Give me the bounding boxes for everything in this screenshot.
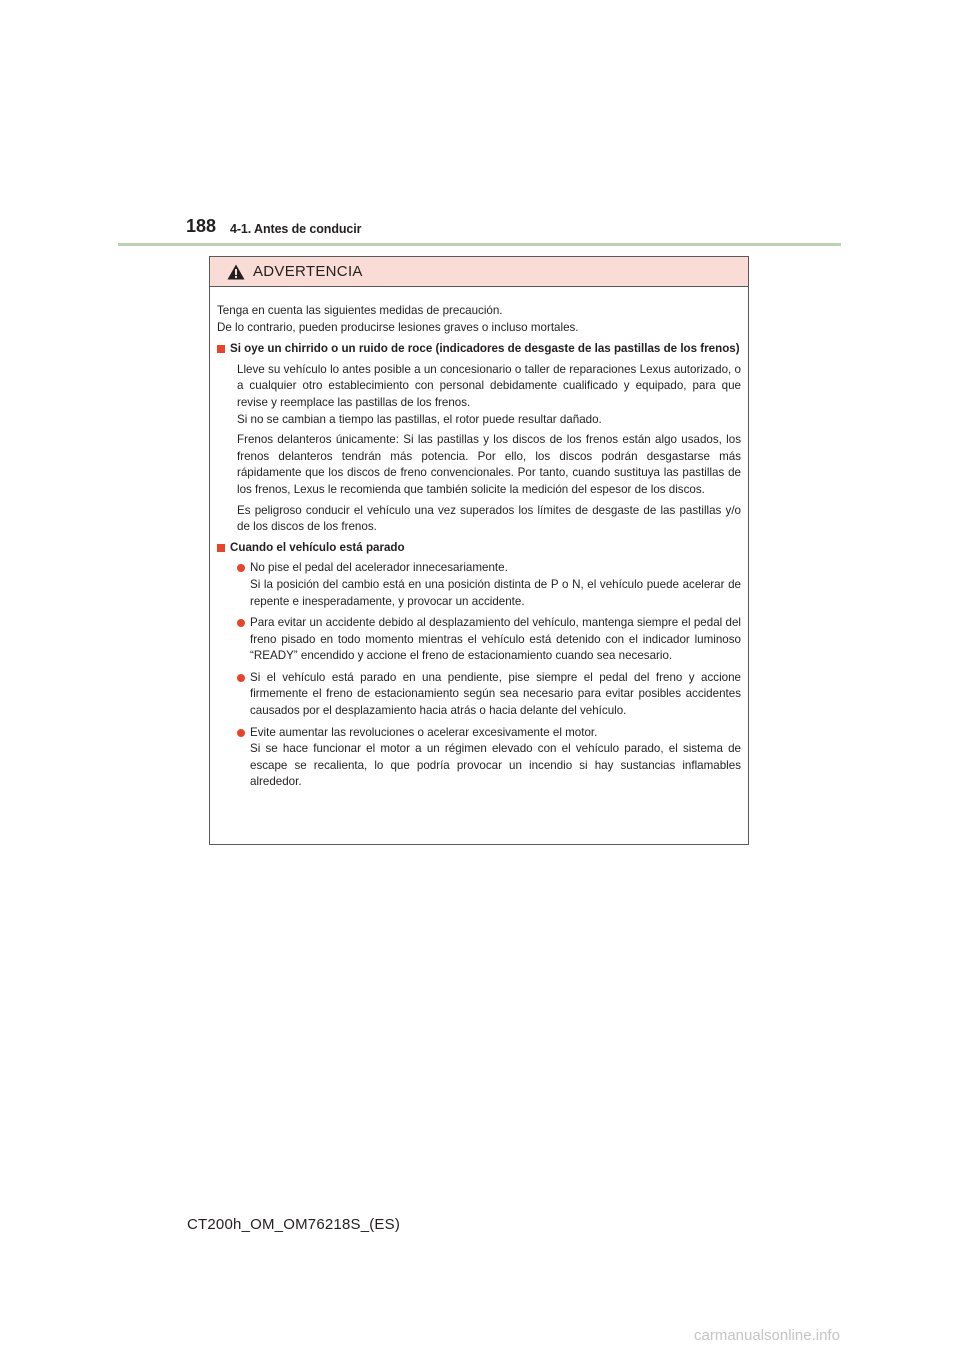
list-item-line: Para evitar un accidente debido al desplazamiento del vehículo, mantenga siempre el pedal del freno pisado en todo momento mientras el vehículo está detenido con el indicador luminoso “READY” encendido y accione el freno de estacionamiento cuando sea necesario. xyxy=(250,616,741,663)
intro-text xyxy=(217,303,741,336)
list-item-line: Si se hace funcionar el motor a un régimen elevado con el vehículo parado, el sistema de escape se recalienta, lo que podría provocar un incendio si hay sustancias inflamables alrededor. xyxy=(250,742,741,789)
square-bullet-icon xyxy=(217,345,225,353)
list-item-line: Si la posición del cambio está en una posición distinta de P o N, el vehículo puede acelerar de repente e inesperadamente, y provocar un accidente. xyxy=(250,577,741,608)
paragraph-line: Si no se cambian a tiempo las pastillas, el rotor puede resultar dañado. xyxy=(237,412,602,426)
list-item-line: No pise el pedal del acelerador innecesariamente. xyxy=(250,561,508,575)
list-item-text xyxy=(250,560,741,610)
page-number: 188 xyxy=(186,216,217,236)
watermark: carmanualsonline.info xyxy=(694,1327,840,1344)
list-item xyxy=(237,560,741,610)
section-heading-parked xyxy=(217,540,741,557)
round-bullet-icon xyxy=(237,729,245,737)
warning-title: ADVERTENCIA xyxy=(253,263,363,280)
warning-body xyxy=(210,287,748,791)
section-heading-brake-wear xyxy=(217,341,741,358)
list-item xyxy=(237,615,741,665)
warning-triangle-icon xyxy=(227,264,245,280)
list-item-text xyxy=(250,670,741,720)
paragraph xyxy=(237,362,741,428)
list-item-line: Evite aumentar las revoluciones o acelerar excesivamente el motor. xyxy=(250,725,598,739)
square-bullet-icon xyxy=(217,544,225,552)
round-bullet-icon xyxy=(237,674,245,682)
intro-line: Tenga en cuenta las siguientes medidas de precaución. xyxy=(217,304,503,317)
section-heading-text: Si oye un chirrido o un ruido de roce (indicadores de desgaste de las pastillas de los frenos) xyxy=(230,342,740,356)
paragraph-line: Lleve su vehículo lo antes posible a un concesionario o taller de reparaciones Lexus autorizado, o a cualquier otro establecimiento con personal debidamente cualificado y equipado, para que revise y reemplace las pastillas de los frenos. xyxy=(237,362,741,409)
list-item-line: Si el vehículo está parado en una pendiente, pise siempre el pedal del freno y accione firmemente el freno de estacionamiento según sea necesario para evitar posibles accidentes causados por el desplazamiento hacia atrás o hacia delante del vehículo. xyxy=(250,670,741,718)
list-item xyxy=(237,725,741,791)
warning-header xyxy=(210,257,748,287)
document-code: CT200h_OM_OM76218S_(ES) xyxy=(187,1216,401,1233)
round-bullet-icon xyxy=(237,564,245,572)
paragraph: Es peligroso conducir el vehículo una vez superados los límites de desgaste de las pastillas y/o de los discos de los frenos. xyxy=(237,503,741,534)
list-item-text xyxy=(250,615,741,665)
round-bullet-icon xyxy=(237,619,245,627)
intro-line: De lo contrario, pueden producirse lesiones graves o incluso mortales. xyxy=(217,320,579,334)
paragraph: Frenos delanteros únicamente: Si las pastillas y los discos de los frenos están algo usados, los frenos delanteros tendrán más potencia. Por ello, los discos podrán desgastarse más rápidamente que los discos de freno convencionales. Por tanto, cuando sustituya las pastillas de los frenos, Lexus le recomienda que también solicite la medición del espesor de los discos. xyxy=(237,433,741,496)
section-title: 4-1. Antes de conducir xyxy=(230,222,362,236)
section-heading-text: Cuando el vehículo está parado xyxy=(230,540,405,554)
header-rule xyxy=(118,243,841,246)
warning-box xyxy=(209,256,749,845)
list-item-text xyxy=(250,725,741,791)
list-item xyxy=(237,670,741,720)
